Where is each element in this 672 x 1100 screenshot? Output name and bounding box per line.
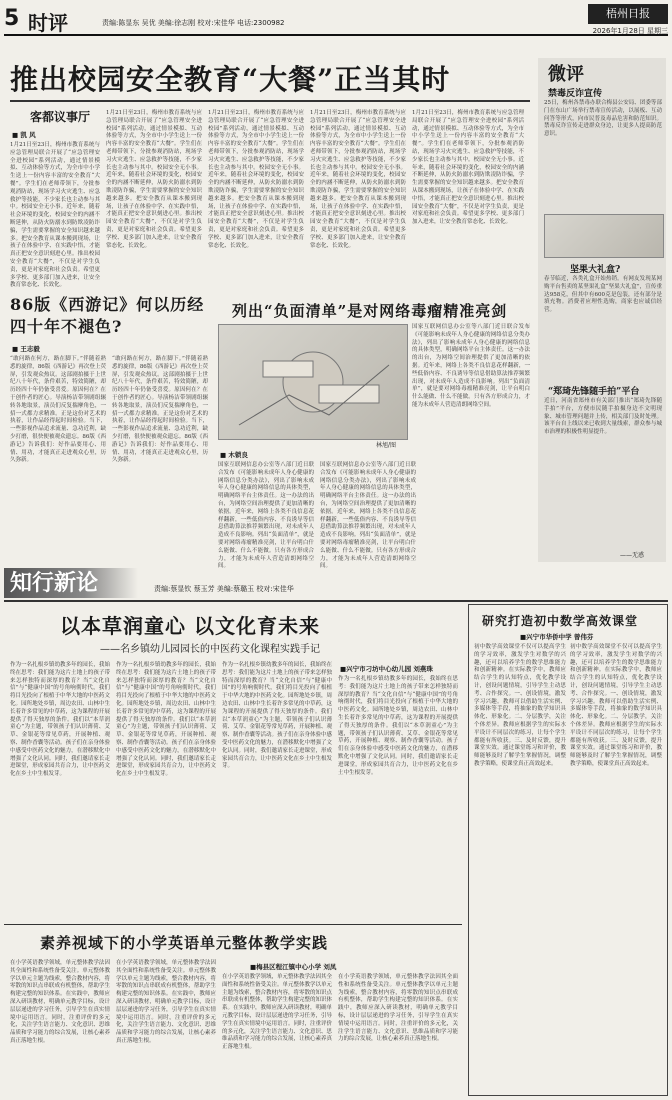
story2-byline: ■ 王志毅 (12, 345, 40, 353)
section2-title: 知行新论 (4, 568, 138, 598)
story5-body-col-2: 初中数学高效课堂不仅可以提高学生的学习效率，激发学生对数学的兴趣，还可以培养学生的数学思维能力和创新精神。在实际教学中，教师应结合学生的认知特点，优化教学设计，创设问题情境，引导学生主动思考、合作探究。一、创设情境，激发学习兴趣。教师可以借助生活实例、多媒体等手段，将抽象的数学知识具体化、形象化。二、分层教学，关注个体差异。教师应根据学生的实际水平设计不同层次的练习，让每个学生都能有所收获。三、及时反馈，提升课堂实效。通过课堂练习和评价，教师能够及时了解学生掌握情况，调整教学策略，使课堂真正高效起来。 (570, 644, 662, 767)
story5-byline: ■兴宁市华侨中学 曾伟芬 (520, 633, 594, 641)
lead-rule (10, 100, 530, 102)
story3-headline: 列出“负面清单”是对网络毒瘤精准亮剑 (232, 302, 508, 320)
lead-body-col-1: 1月21日至23日，梅州市教育系统与应急管理局联合开展了“应急管理安全进校园”系列活动，通过情景模拟、互动体验等方式，为全市中小学生送上一份内容丰富的安全教育“大餐”。学生们在老师带领下，分批参观消防站，现场学习火灾逃生、应急救护等技能，不少家长也主动参与其中。校园安全无小事。近年来，随着社会环境的变化，校园安全的内涵不断延伸，从防火防溺水到防欺凌防诈骗，学生需要掌握的安全知识越来越多。把安全教育从课本搬到现场，让孩子在体验中学、在实践中悟，才能真正把安全意识刻进心里。推出校园安全教育“大餐”，不仅是对学生负责，更是对家庭和社会负责。希望更多学校、更多部门加入进来，让安全教育常态化、长效化。 (10, 142, 100, 289)
column-tag: 客都议事厅 (30, 110, 91, 124)
story3-body-col-3: 国家互联网信息办公室等八部门近日联合发布《可能影响未成年人身心健康的网络信息分类办法》，列出了影响未成年人身心健康的网络信息的具体类型，明确网络平台主体责任。这一办法的出台，为网络空间治理提供了更加清晰的依据。近年来，网络上各类不良信息花样翻新，一些低俗内容、不良诱导等信息借助算法推荐频繁出现，对未成年人造成不良影响。列出“负面清单”，就是要对网络毒瘤精准亮剑，让平台明白什么能做、什么不能做。只有各方形成合力，才能为未成年人营造清朗网络空间。 (412, 324, 530, 408)
sidebar-signoff: ——无惑 (620, 552, 645, 559)
story3-illustration (218, 324, 408, 440)
sidebar-item-1-body: 25日，梅州各禁毒办联合梅县公安局、团委等部门在东山广场举行禁毒宣传活动，以展板、互动问答等形式，向市民普及毒品危害和防范知识。禁毒反诈宣传走进群众身边，让更多人提高防范意识。 (544, 100, 662, 138)
story3-body-col-1: 国家互联网信息办公室等八部门近日联合发布《可能影响未成年人身心健康的网络信息分类办法》，列出了影响未成年人身心健康的网络信息的具体类型，明确网络平台主体责任。这一办法的出台，为网络空间治理提供了更加清晰的依据。近年来，网络上各类不良信息花样翻新，一些低俗内容、不良诱导等信息借助算法推荐频繁出现，对未成年人造成不良影响。列出“负面清单”，就是要对网络毒瘤精准亮剑，让平台明白什么能做、什么不能做。只有各方形成合力，才能为未成年人营造清朗网络空间。 (218, 462, 314, 570)
story4-body-col-1: 作为一名扎根乡镇幼教多年的园长，我始终在思考：我们能为这片土地上的孩子带来怎样独特而深厚的教育？当“文化自信”与“健康中国”的号角响彻时代，我们将目光投向了根植于中华大地的中医药文化。园所地处乡镇，周边农田、山林中生长着许多常见的中草药，这为课程的开展提供了得天独厚的条件。我们以“本草润童心”为主题，带领孩子们认识薄荷、艾草、金银花等常见草药，开展种植、观察、制作香囊等活动。孩子们在亲身体验中感受中医药文化的魅力，在潜移默化中增强了文化认同。同时，我们邀请家长走进课堂，形成家园共育合力，让中医药文化在乡土中生根发芽。 (10, 662, 110, 778)
lead-byline: ■ 凯 风 (12, 131, 36, 139)
story6-body-col-4: 在小学英语教学领域，单元整体教学法因其全面性和系统性备受关注。单元整体教学以单元主题为线索，整合教材内容，将零散的知识点串联成有机整体，帮助学生构建完整的知识体系。在实践中，教师应深入研读教材，明确单元教学目标，设计层层递进的学习任务，引导学生在真实情境中运用语言。同时，注重评价的多元化，关注学生语言能力、文化意识、思维品质和学习能力的综合发展，让核心素养真正落地生根。 (338, 974, 458, 1043)
story6-body-col-3: 在小学英语教学领域，单元整体教学法因其全面性和系统性备受关注。单元整体教学以单元主题为线索，整合教材内容，将零散的知识点串联成有机整体，帮助学生构建完整的知识体系。在实践中，教师应深入研读教材，明确单元教学目标，设计层层递进的学习任务，引导学生在真实情境中运用语言。同时，注重评价的多元化，关注学生语言能力、文化意识、思维品质和学习能力的综合发展，让核心素养真正落地生根。 (222, 974, 333, 1051)
story2-body-col-2: “敢问路在何方，路在脚下。”伴随着熟悉的旋律，86版《西游记》再次登上荧屏，引发观众热议。这部剧拍摄于上世纪八十年代，条件艰苦，特效简陋，却历经四十年仍备受喜爱。原因何在？在于创作者的匠心。导演杨洁带领剧组辗转各地取景，演员们反复揣摩角色，一招一式都力求精准。正是这份对艺术的执着，让作品经得起时间检验。当下，一些影视作品追求流量、急功近利，缺少打磨，很快便被观众遗忘。86版《西游记》告诉我们：好作品要用心、用情、用功，才能真正走进观众心里，历久弥新。 (112, 356, 208, 464)
sidebar-item-2-body: 春节临近，各类礼盒开始热销。有网友发现某网购平台售卖的某坚果礼盒“坚果大礼盒”，宣传重达958克，但其中有600克是包装，还有部分是填充物。消费者应理性选购，商家也应诚信经营。 (544, 276, 662, 314)
sidebar-photo (544, 214, 664, 258)
story2-headline: 86版《西游记》何以历经四十年不褪色? (10, 295, 205, 336)
sidebar-item-3-title: “郑琦先锋随手拍”平台 (548, 387, 640, 397)
page-number: 5 (4, 6, 20, 31)
sidebar-item-2-title: 坚果大礼盒? (570, 265, 621, 275)
lead-body-col-4: 1月21日至23日，梅州市教育系统与应急管理局联合开展了“应急管理安全进校园”系列活动，通过情景模拟、互动体验等方式，为全市中小学生送上一份内容丰富的安全教育“大餐”。学生们在老师带领下，分批参观消防站，现场学习火灾逃生、应急救护等技能，不少家长也主动参与其中。校园安全无小事。近年来，随着社会环境的变化，校园安全的内涵不断延伸，从防火防溺水到防欺凌防诈骗，学生需要掌握的安全知识越来越多。把安全教育从课本搬到现场，让孩子在体验中学、在实践中悟，才能真正把安全意识刻进心里。推出校园安全教育“大餐”，不仅是对学生负责，更是对家庭和社会负责。希望更多学校、更多部门加入进来，让安全教育常态化、长效化。 (310, 110, 406, 249)
story6-rule (4, 924, 462, 925)
sidebar-item-3-body: 近日，河南省郑州市有关部门推出“郑琦先锋随手拍”平台，方便市民随手拍摄身边不文明现象、城市管理问题并上传，相关部门及时处理。该平台自上线以来已收到大量线索，群众参与城市治理的积极性明显提升。 (544, 398, 662, 436)
story4-body-col-2: 作为一名扎根乡镇幼教多年的园长，我始终在思考：我们能为这片土地上的孩子带来怎样独特而深厚的教育？当“文化自信”与“健康中国”的号角响彻时代，我们将目光投向了根植于中华大地的中医药文化。园所地处乡镇，周边农田、山林中生长着许多常见的中草药，这为课程的开展提供了得天独厚的条件。我们以“本草润童心”为主题，带领孩子们认识薄荷、艾草、金银花等常见草药，开展种植、观察、制作香囊等活动。孩子们在亲身体验中感受中医药文化的魅力，在潜移默化中增强了文化认同。同时，我们邀请家长走进课堂，形成家园共育合力，让中医药文化在乡土中生根发芽。 (116, 662, 216, 778)
sidebar-item-1-title: 禁毒反诈宣传 (548, 89, 603, 99)
story4-body-col-3: 作为一名扎根乡镇幼教多年的园长，我始终在思考：我们能为这片土地上的孩子带来怎样独特而深厚的教育？当“文化自信”与“健康中国”的号角响彻时代，我们将目光投向了根植于中华大地的中医药文化。园所地处乡镇，周边农田、山林中生长着许多常见的中草药，这为课程的开展提供了得天独厚的条件。我们以“本草润童心”为主题，带领孩子们认识薄荷、艾草、金银花等常见草药，开展种植、观察、制作香囊等活动。孩子们在亲身体验中感受中医药文化的魅力，在潜移默化中增强了文化认同。同时，我们邀请家长走进课堂，形成家园共育合力，让中医药文化在乡土中生根发芽。 (222, 662, 333, 770)
story6-headline: 素养视域下的小学英语单元整体教学实践 (40, 934, 329, 952)
illustration-caption: 林旭/图 (376, 442, 397, 449)
story4-subheadline: ——名乡镇幼儿园园长的中医药文化课程实践手记 (100, 644, 320, 655)
sidebar-tag: 微评 (548, 64, 584, 85)
section2-editors: 责编:蔡显钦 蔡玉芳 美编:蔡璐玉 校对:宋佳华 (154, 585, 294, 593)
story2-body-col-1: “敢问路在何方，路在脚下。”伴随着熟悉的旋律，86版《西游记》再次登上荧屏，引发观众热议。这部剧拍摄于上世纪八十年代，条件艰苦，特效简陋，却历经四十年仍备受喜爱。原因何在？在于创作者的匠心。导演杨洁带领剧组辗转各地取景，演员们反复揣摩角色，一招一式都力求精准。正是这份对艺术的执着，让作品经得起时间检验。当下，一些影视作品追求流量、急功近利，缺少打磨，很快便被观众遗忘。86版《西游记》告诉我们：好作品要用心、用情、用功，才能真正走进观众心里，历久弥新。 (10, 356, 106, 464)
story6-body-col-1: 在小学英语教学领域，单元整体教学法因其全面性和系统性备受关注。单元整体教学以单元主题为线索，整合教材内容，将零散的知识点串联成有机整体，帮助学生构建完整的知识体系。在实践中，教师应深入研读教材，明确单元教学目标，设计层层递进的学习任务，引导学生在真实情境中运用语言。同时，注重评价的多元化，关注学生语言能力、文化意识、思维品质和学习能力的综合发展，让核心素养真正落地生根。 (10, 960, 110, 1044)
story5-body-col-1: 初中数学高效课堂不仅可以提高学生的学习效率，激发学生对数学的兴趣，还可以培养学生的数学思维能力和创新精神。在实际教学中，教师应结合学生的认知特点，优化教学设计，创设问题情境，引导学生主动思考、合作探究。一、创设情境，激发学习兴趣。教师可以借助生活实例、多媒体等手段，将抽象的数学知识具体化、形象化。二、分层教学，关注个体差异。教师应根据学生的实际水平设计不同层次的练习，让每个学生都能有所收获。三、及时反馈，提升课堂实效。通过课堂练习和评价，教师能够及时了解学生掌握情况，调整教学策略，使课堂真正高效起来。 (474, 644, 566, 767)
editor-credits: 责编:陈显东 吴优 美编:徐志刚 校对:宋佳华 电话:2300982 (102, 19, 285, 27)
story6-body-col-2: 在小学英语教学领域，单元整体教学法因其全面性和系统性备受关注。单元整体教学以单元主题为线索，整合教材内容，将零散的知识点串联成有机整体，帮助学生构建完整的知识体系。在实践中，教师应深入研读教材，明确单元教学目标，设计层层递进的学习任务，引导学生在真实情境中运用语言。同时，注重评价的多元化，关注学生语言能力、文化意识、思维品质和学习能力的综合发展，让核心素养真正落地生根。 (116, 960, 216, 1044)
lead-body-col-3: 1月21日至23日，梅州市教育系统与应急管理局联合开展了“应急管理安全进校园”系列活动，通过情景模拟、互动体验等方式，为全市中小学生送上一份内容丰富的安全教育“大餐”。学生们在老师带领下，分批参观消防站，现场学习火灾逃生、应急救护等技能，不少家长也主动参与其中。校园安全无小事。近年来，随着社会环境的变化，校园安全的内涵不断延伸，从防火防溺水到防欺凌防诈骗，学生需要掌握的安全知识越来越多。把安全教育从课本搬到现场，让孩子在体验中学、在实践中悟，才能真正把安全意识刻进心里。推出校园安全教育“大餐”，不仅是对学生负责，更是对家庭和社会负责。希望更多学校、更多部门加入进来，让安全教育常态化、长效化。 (208, 110, 304, 249)
newspaper-logo: 梧州日报 (588, 4, 668, 24)
section2-rule (4, 600, 668, 602)
lead-headline: 推出校园安全教育“大餐”正当其时 (10, 63, 451, 96)
story4-byline: ■兴宁市刁坊中心幼儿园 刘燕珠 (340, 665, 433, 673)
network-illustration (219, 325, 407, 439)
story5-headline: 研究打造初中数学高效课堂 (482, 614, 639, 628)
story3-body-col-2: 国家互联网信息办公室等八部门近日联合发布《可能影响未成年人身心健康的网络信息分类办法》，列出了影响未成年人身心健康的网络信息的具体类型，明确网络平台主体责任。这一办法的出台，为网络空间治理提供了更加清晰的依据。近年来，网络上各类不良信息花样翻新，一些低俗内容、不良诱导等信息借助算法推荐频繁出现，对未成年人造成不良影响。列出“负面清单”，就是要对网络毒瘤精准亮剑，让平台明白什么能做、什么不能做。只有各方形成合力，才能为未成年人营造清朗网络空间。 (320, 462, 416, 570)
section2-header (4, 568, 668, 598)
lead-body-col-2: 1月21日至23日，梅州市教育系统与应急管理局联合开展了“应急管理安全进校园”系列活动，通过情景模拟、互动体验等方式，为全市中小学生送上一份内容丰富的安全教育“大餐”。学生们在老师带领下，分批参观消防站，现场学习火灾逃生、应急救护等技能，不少家长也主动参与其中。校园安全无小事。近年来，随着社会环境的变化，校园安全的内涵不断延伸，从防火防溺水到防欺凌防诈骗，学生需要掌握的安全知识越来越多。把安全教育从课本搬到现场，让孩子在体验中学、在实践中悟，才能真正把安全意识刻进心里。推出校园安全教育“大餐”，不仅是对学生负责，更是对家庭和社会负责。希望更多学校、更多部门加入进来，让安全教育常态化、长效化。 (106, 110, 202, 249)
story4-headline: 以本草润童心 以文化育未来 (60, 614, 320, 638)
masthead (4, 4, 668, 36)
lead-body-col-5: 1月21日至23日，梅州市教育系统与应急管理局联合开展了“应急管理安全进校园”系列活动，通过情景模拟、互动体验等方式，为全市中小学生送上一份内容丰富的安全教育“大餐”。学生们在老师带领下，分批参观消防站，现场学习火灾逃生、应急救护等技能，不少家长也主动参与其中。校园安全无小事。近年来，随着社会环境的变化，校园安全的内涵不断延伸，从防火防溺水到防欺凌防诈骗，学生需要掌握的安全知识越来越多。把安全教育从课本搬到现场，让孩子在体验中学、在实践中悟，才能真正把安全意识刻进心里。推出校园安全教育“大餐”，不仅是对学生负责，更是对家庭和社会负责。希望更多学校、更多部门加入进来，让安全教育常态化、长效化。 (412, 110, 524, 226)
section-title: 时评 (28, 11, 68, 35)
story3-byline: ■ 木锁良 (220, 451, 248, 459)
story6-byline: ■梅县区程江镇中心小学 刘凤 (250, 963, 337, 971)
story4-body-col-4: 作为一名扎根乡镇幼教多年的园长，我始终在思考：我们能为这片土地上的孩子带来怎样独特而深厚的教育？当“文化自信”与“健康中国”的号角响彻时代，我们将目光投向了根植于中华大地的中医药文化。园所地处乡镇，周边农田、山林中生长着许多常见的中草药，这为课程的开展提供了得天独厚的条件。我们以“本草润童心”为主题，带领孩子们认识薄荷、艾草、金银花等常见草药，开展种植、观察、制作香囊等活动。孩子们在亲身体验中感受中医药文化的魅力，在潜移默化中增强了文化认同。同时，我们邀请家长走进课堂，形成家园共育合力，让中医药文化在乡土中生根发芽。 (338, 676, 458, 776)
issue-date: 2026年1月28日 星期三 (592, 27, 668, 35)
